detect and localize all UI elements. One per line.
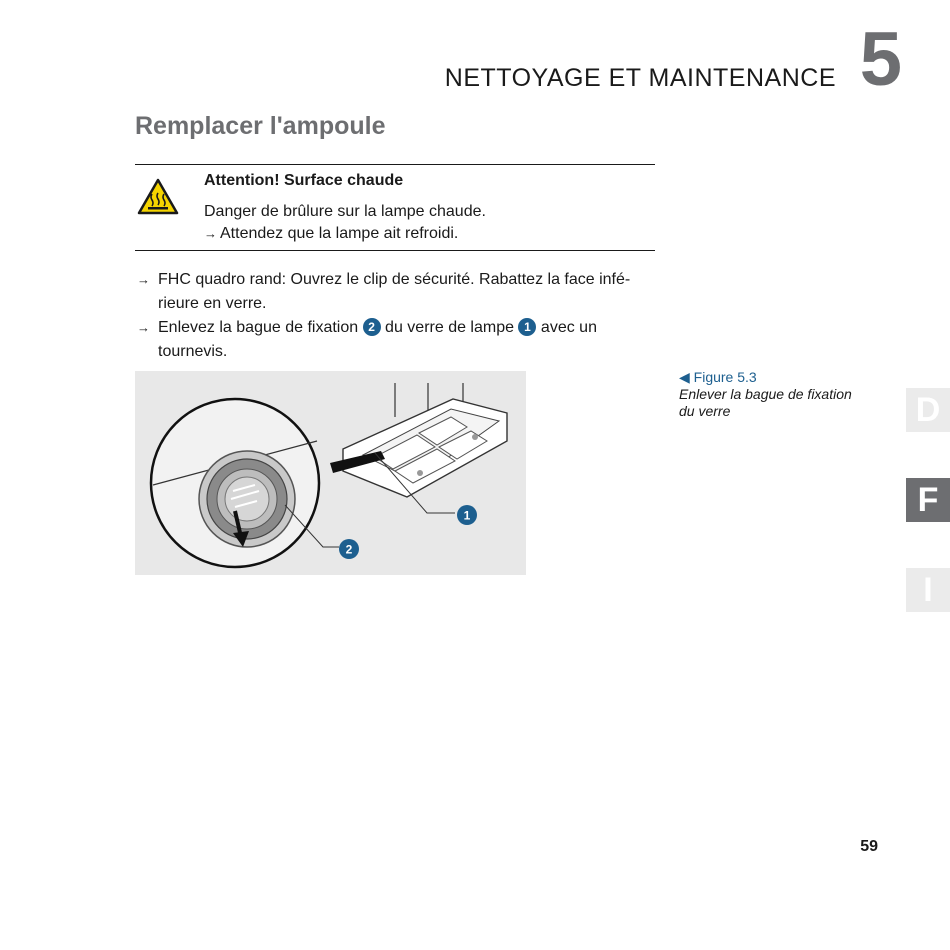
step-1-line-a: FHC quadro rand: Ouvrez le clip de sécurité. Rabattez la face infé- (158, 271, 631, 288)
step-2-text (158, 316, 658, 364)
lamp-illustration (135, 371, 526, 575)
step-2-text-a: Enlevez la bague de fixation (158, 319, 359, 336)
language-tab-i[interactable]: I (906, 568, 950, 612)
arrow-right-icon: → (204, 226, 217, 241)
figure-caption: Enlever la bague de fixation du verre (679, 386, 852, 419)
figure-5-3 (135, 371, 526, 575)
figure-callout-2-label: 2 (345, 542, 353, 557)
arrow-right-icon: → (137, 320, 150, 335)
warning-line-1: Danger de brûlure sur la lampe chaude. (204, 203, 486, 220)
section-heading: Remplacer l'ampoule (135, 112, 386, 140)
lamp-spot (417, 470, 423, 476)
warning-instruction: Attendez que la lampe ait refroidi. (220, 225, 459, 242)
step-1-text (158, 268, 658, 316)
step-1-line-b: rieure en verre. (158, 295, 267, 312)
warning-bottom-rule (135, 250, 655, 251)
figure-callout-1-label: 1 (463, 508, 471, 523)
hot-surface-warning-icon (137, 178, 179, 216)
chapter-title: NETTOYAGE ET MAINTENANCE (444, 64, 836, 92)
language-tab-f[interactable]: F (906, 478, 950, 522)
page-number: 59 (860, 838, 878, 855)
warning-top-rule (135, 164, 655, 165)
warning-title: Attention! Surface chaude (204, 172, 404, 189)
step-2-line-a (158, 316, 658, 340)
step-2-text-c: avec un (540, 319, 597, 336)
step-2-text-b: du verre de lampe (385, 319, 515, 336)
callout-2-badge: 2 (363, 318, 381, 336)
arrow-right-icon: → (137, 272, 150, 287)
language-tab-d[interactable]: D (906, 388, 950, 432)
callout-1-badge: 1 (518, 318, 536, 336)
chapter-number: 5 (859, 17, 902, 102)
warning-line-2 (204, 225, 458, 243)
figure-label: ◀ Figure 5.3 (679, 369, 757, 385)
step-2-line-b: tournevis. (158, 343, 228, 360)
